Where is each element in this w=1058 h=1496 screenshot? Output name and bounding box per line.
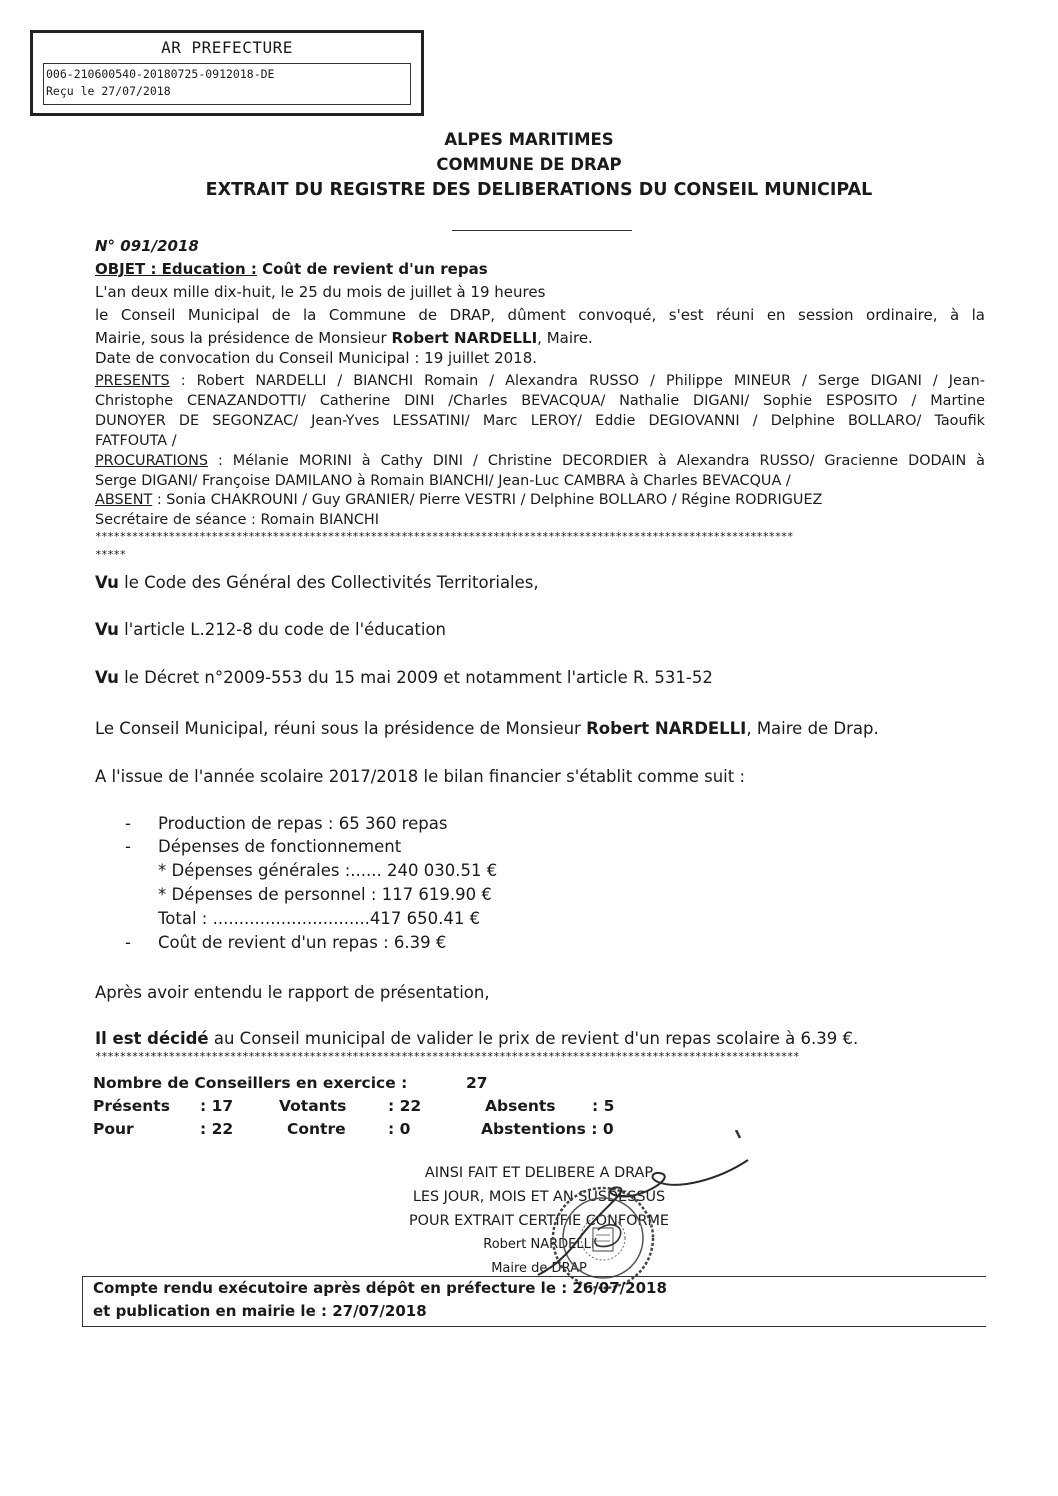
stamp-line-2: Reçu le 27/07/2018 xyxy=(46,84,171,98)
pour-value: : 22 xyxy=(200,1120,234,1138)
absent-line xyxy=(95,490,822,510)
vu-2 xyxy=(95,620,446,640)
conseil-statement xyxy=(95,719,879,739)
presents-line-1 xyxy=(95,371,985,391)
bullet-dash: - xyxy=(125,814,131,833)
presents-line-2: Christophe CENAZANDOTTI/ Catherine DINI /Charles BEVACQUA/ Nathalie DIGANI/ Sophie ESPOSITO / Martine xyxy=(95,393,985,409)
deliberation-objet xyxy=(95,259,488,279)
stamp-line-1: 006-210600540-20180725-0912018-DE xyxy=(46,67,275,81)
bullet-dash: - xyxy=(125,837,131,856)
header-divider xyxy=(452,230,632,231)
signature-line-1: AINSI FAIT ET DELIBERE A DRAP xyxy=(424,1165,654,1181)
votants-label: Votants xyxy=(279,1097,347,1115)
signature-line-5: Maire de DRAP xyxy=(491,1261,587,1276)
header-commune: COMMUNE DE DRAP xyxy=(436,155,622,174)
stamp-title: AR PREFECTURE xyxy=(161,38,293,57)
bullet-dash: - xyxy=(125,933,131,952)
item-cout-repas: Coût de revient d'un repas : 6.39 € xyxy=(158,933,447,952)
abstentions: Abstentions : 0 xyxy=(481,1120,614,1138)
stamp-reference xyxy=(43,63,411,105)
header-register-title: EXTRAIT DU REGISTRE DES DELIBERATIONS DU CONSEIL MUNICIPAL xyxy=(205,180,873,200)
bilan-intro: A l'issue de l'année scolaire 2017/2018 le bilan financier s'établit comme suit : xyxy=(95,767,746,786)
vu-text: le Décret n°2009-553 du 15 mai 2009 et notamment l'article R. 531-52 xyxy=(118,668,713,687)
item-depenses-generales: * Dépenses générales :...... 240 030.51 € xyxy=(158,861,498,880)
vu-text: l'article L.212-8 du code de l'éducation xyxy=(118,620,447,639)
objet-label: OBJET : Education : xyxy=(95,260,257,278)
conseillers-value: 27 xyxy=(466,1074,488,1092)
vu-text: le Code des Général des Collectivités Territoriales, xyxy=(118,573,539,592)
item-production: Production de repas : 65 360 repas xyxy=(158,814,448,833)
mayor-name: Robert NARDELLI xyxy=(586,719,747,738)
prefecture-stamp xyxy=(30,30,424,116)
item-depenses: Dépenses de fonctionnement xyxy=(158,837,402,856)
conseillers-label: Nombre de Conseillers en exercice : xyxy=(93,1074,408,1092)
signature-line-4: Robert NARDELLI xyxy=(483,1237,595,1252)
contre-label: Contre xyxy=(287,1120,346,1138)
executory-line-2: et publication en mairie le : 27/07/2018 xyxy=(93,1302,427,1320)
absents-value: : 5 xyxy=(592,1097,615,1115)
secretaire-line: Secrétaire de séance : Romain BIANCHI xyxy=(95,512,379,528)
decision xyxy=(95,1029,858,1049)
votants-value: : 22 xyxy=(388,1097,422,1115)
absent-text: : Sonia CHAKROUNI / Guy GRANIER/ Pierre VESTRI / Delphine BOLLARO / Régine RODRIGUEZ xyxy=(152,492,823,508)
procurations-line-2: Serge DIGANI/ Françoise DAMILANO à Romain BIANCHI/ Jean-Luc CAMBRA à Charles BEVACQUA / xyxy=(95,473,791,489)
vu-label: Vu xyxy=(95,573,119,592)
presents-count-label: Présents xyxy=(93,1097,170,1115)
absents-label: Absents xyxy=(485,1097,556,1115)
executory-notice xyxy=(82,1276,986,1327)
vu-label: Vu xyxy=(95,668,119,687)
executory-line-1: Compte rendu exécutoire après dépôt en préfecture le : 26/07/2018 xyxy=(93,1279,667,1297)
item-total: Total : ..............................417 650.41 € xyxy=(158,909,481,928)
intro-line-2: le Conseil Municipal de la Commune de DRAP, dûment convoqué, s'est réuni en session ordinaire, à la xyxy=(95,306,985,324)
deliberation-number: N° 091/2018 xyxy=(95,237,199,255)
signature-flourish-icon xyxy=(478,1130,768,1290)
absent-label: ABSENT xyxy=(95,492,153,508)
separator-stars: ****************************************************************************************************************** xyxy=(95,530,793,543)
pour-label: Pour xyxy=(93,1120,134,1138)
objet-text: Coût de revient d'un repas xyxy=(256,260,488,278)
vu-label: Vu xyxy=(95,620,119,639)
decision-label: Il est décidé xyxy=(95,1029,209,1048)
intro-line-1: L'an deux mille dix-huit, le 25 du mois de juillet à 19 heures xyxy=(95,283,546,301)
signature-line-3: POUR EXTRAIT CERTIFIE CONFORME xyxy=(408,1213,670,1229)
presents-label: PRESENTS xyxy=(95,373,170,389)
vu-1 xyxy=(95,573,539,593)
procurations-label: PROCURATIONS xyxy=(95,453,208,469)
conseil-text-end: , Maire de Drap. xyxy=(746,719,879,738)
intro-text: Mairie, sous la présidence de Monsieur xyxy=(95,329,392,347)
separator-stars-end: ***** xyxy=(95,548,126,561)
header-department: ALPES MARITIMES xyxy=(444,130,614,149)
separator-stars-2: ******************************************************************************************************************* xyxy=(95,1050,800,1063)
intro-line-3 xyxy=(95,328,593,348)
presents-text: : Robert NARDELLI / BIANCHI Romain / Alexandra RUSSO / Philippe MINEUR / Serge DIGANI / Jean- xyxy=(169,373,985,389)
signature-line-2: LES JOUR, MOIS ET AN SUSDESSUS xyxy=(412,1189,666,1205)
convocation-date: Date de convocation du Conseil Municipal : 19 juillet 2018. xyxy=(95,349,538,367)
conseil-text: Le Conseil Municipal, réuni sous la présidence de Monsieur xyxy=(95,719,587,738)
contre-value: : 0 xyxy=(388,1120,411,1138)
vu-3 xyxy=(95,668,713,688)
apres-rapport: Après avoir entendu le rapport de présentation, xyxy=(95,983,490,1002)
presents-line-3: DUNOYER DE SEGONZAC/ Jean-Yves LESSATINI/ Marc LEROY/ Eddie DEGIOVANNI / Delphine BOLLARO/ Taoufik xyxy=(95,413,985,429)
decision-text: au Conseil municipal de valider le prix de revient d'un repas scolaire à 6.39 €. xyxy=(208,1029,859,1048)
procurations-line-1 xyxy=(95,451,985,471)
mayor-name: Robert NARDELLI xyxy=(391,329,538,347)
presents-line-4: FATFOUTA / xyxy=(95,433,177,449)
item-depenses-personnel: * Dépenses de personnel : 117 619.90 € xyxy=(158,885,492,904)
presents-count-value: : 17 xyxy=(200,1097,234,1115)
procurations-text: : Mélanie MORINI à Cathy DINI / Christine DECORDIER à Alexandra RUSSO/ Gracienne DODAIN à xyxy=(208,453,985,469)
intro-text-end: , Maire. xyxy=(537,329,593,347)
